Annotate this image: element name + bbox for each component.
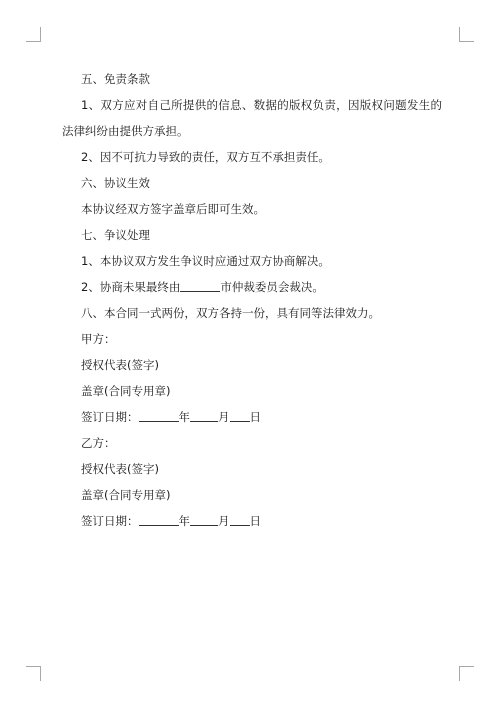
party-b-day-blank: [230, 513, 250, 526]
section-7-item-2-prefix: 2、协商未果最终由: [81, 280, 181, 294]
section-5-item-1: 1、双方应对自己所提供的信息、数据的版权负责，因版权问题发生的法律纠纷由提供方承担。: [62, 98, 442, 138]
party-b-month-label: 月: [218, 514, 230, 528]
party-a-month-blank: [190, 409, 218, 422]
section-6-text: 本协议经双方签字盖章后即可生效。: [81, 202, 265, 216]
section-7-item-2: [62, 274, 442, 300]
party-a-date-label: 签订日期：: [81, 410, 139, 424]
party-a-seal: 盖章(合同专用章): [81, 384, 171, 398]
party-b-date-label: 签订日期：: [81, 514, 139, 528]
party-a-year-blank: [139, 409, 179, 422]
section-8-text: 八、本合同一式两份，双方各持一份，具有同等法律效力。: [81, 306, 380, 320]
crop-mark-bottom-left: [26, 666, 41, 681]
party-a-label: 甲方：: [81, 332, 116, 346]
party-b-day-label: 日: [249, 514, 261, 528]
party-b-representative: 授权代表(签字): [81, 462, 159, 476]
party-a-day-label: 日: [249, 410, 261, 424]
section-7-title: 七、争议处理: [81, 228, 150, 242]
party-a-day-blank: [230, 409, 250, 422]
crop-mark-top-right: [459, 27, 474, 42]
section-5-item-2: 2、因不可抗力导致的责任，双方互不承担责任。: [81, 150, 330, 164]
section-6-title: 六、协议生效: [81, 176, 150, 190]
party-a-month-label: 月: [218, 410, 230, 424]
section-7-item-1: 1、本协议双方发生争议时应通过双方协商解决。: [81, 254, 330, 268]
party-b-sign-date: [62, 508, 442, 534]
party-b-label: 乙方：: [81, 436, 116, 450]
party-b-seal: 盖章(合同专用章): [81, 488, 171, 502]
party-b-year-blank: [139, 513, 179, 526]
party-a-sign-date: [62, 404, 442, 430]
party-a-year-label: 年: [178, 410, 190, 424]
section-5-title: 五、免责条款: [81, 72, 150, 86]
party-a-representative: 授权代表(签字): [81, 358, 159, 372]
section-7-item-2-suffix: 市仲裁委员会裁决。: [220, 280, 324, 294]
arbitration-city-blank: [180, 279, 220, 292]
crop-mark-top-left: [26, 27, 41, 42]
party-b-month-blank: [190, 513, 218, 526]
party-b-year-label: 年: [178, 514, 190, 528]
crop-mark-bottom-right: [459, 666, 474, 681]
document-body: [62, 66, 442, 534]
